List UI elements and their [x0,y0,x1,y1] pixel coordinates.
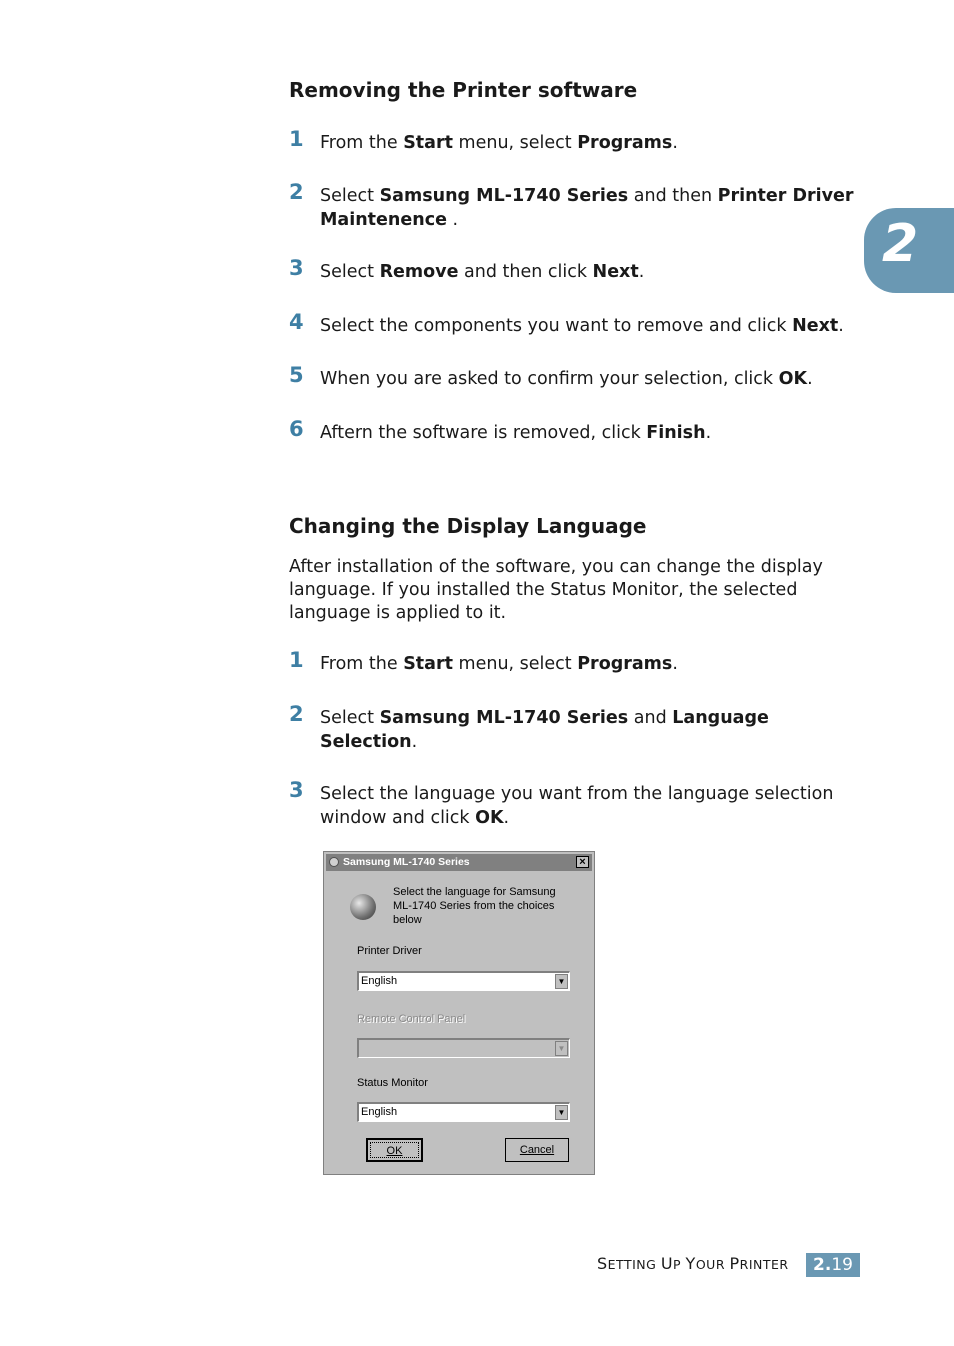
printer-driver-select[interactable] [357,971,570,991]
status-monitor-label: Status Monitor [357,1077,428,1089]
step-number: 2 [289,180,304,204]
language-selection-dialog [323,851,595,1175]
step-text: Select Samsung ML-1740 Series and then Printer Driver Maintenence . [320,186,854,230]
step-number: 1 [289,127,304,151]
step-text: Aftern the software is removed, click Finish. [320,423,712,443]
page-number: 19 [831,1255,853,1275]
removing-step-4 [289,310,869,338]
removing-step-1 [289,127,869,155]
step-text: From the Start menu, select Programs. [320,654,678,674]
printer-driver-label: Printer Driver [357,945,422,957]
language-step-1 [289,648,869,676]
printer-driver-value: English [361,975,398,987]
step-text: Select the language you want from the language selection window and click OK. [320,784,834,828]
cancel-button-label: Cancel [519,1144,555,1156]
step-text: Select Samsung ML-1740 Series and Language Selection. [320,708,769,752]
footer-letter: S [597,1254,608,1273]
running-footer [597,1254,789,1273]
step-text: Select the components you want to remove and click Next. [320,316,844,336]
status-monitor-select[interactable] [357,1102,570,1122]
footer-letter: U [660,1254,674,1273]
footer-letter: Y [685,1254,696,1273]
footer-smallcaps: OUR [695,1257,730,1272]
footer-smallcaps: RINTER [739,1257,789,1272]
page-number-box [806,1253,860,1277]
step-number: 4 [289,310,304,334]
chevron-down-icon: ▼ [555,1041,568,1056]
footer-letter: P [729,1254,740,1273]
close-icon[interactable]: × [576,856,589,868]
chapter-tab [864,208,954,293]
remote-control-panel-label: Remote Control Panel [357,1013,466,1025]
chevron-down-icon[interactable]: ▼ [555,1105,568,1120]
dialog-intro: Select the language for Samsung ML-1740 Series from the choices below [393,886,556,926]
dialog-titlebar [326,854,592,871]
removing-step-2 [289,180,869,232]
language-intro-paragraph: After installation of the software, you can change the display language. If you installed the Status Monitor, the selected language is applied to it. [289,557,823,623]
chevron-down-icon[interactable]: ▼ [555,974,568,989]
step-text: Select Remove and then click Next. [320,262,645,282]
section-heading-removing: Removing the Printer software [289,78,638,102]
removing-step-6 [289,417,869,445]
cancel-button[interactable] [505,1138,569,1162]
step-text: When you are asked to confirm your selection, click OK. [320,369,813,389]
chapter-number: 2 [882,214,919,274]
step-number: 1 [289,648,304,672]
step-number: 3 [289,256,304,280]
globe-icon [350,894,376,920]
dialog-title: Samsung ML-1740 Series [343,856,470,868]
step-text: From the Start menu, select Programs. [320,133,678,153]
language-step-2 [289,702,869,754]
removing-step-5 [289,363,869,391]
ok-button[interactable] [366,1138,423,1162]
step-number: 6 [289,417,304,441]
section-heading-language: Changing the Display Language [289,514,647,538]
app-icon [329,857,339,867]
remote-control-panel-select [357,1038,570,1058]
language-step-3 [289,778,869,830]
chapter-prefix: 2. [813,1255,832,1275]
footer-smallcaps: ETTING [607,1257,661,1272]
footer-smallcaps: P [673,1257,686,1272]
ok-button-label: OK [386,1145,403,1157]
step-number: 3 [289,778,304,802]
removing-step-3 [289,256,869,284]
step-number: 2 [289,702,304,726]
step-number: 5 [289,363,304,387]
status-monitor-value: English [361,1106,398,1118]
